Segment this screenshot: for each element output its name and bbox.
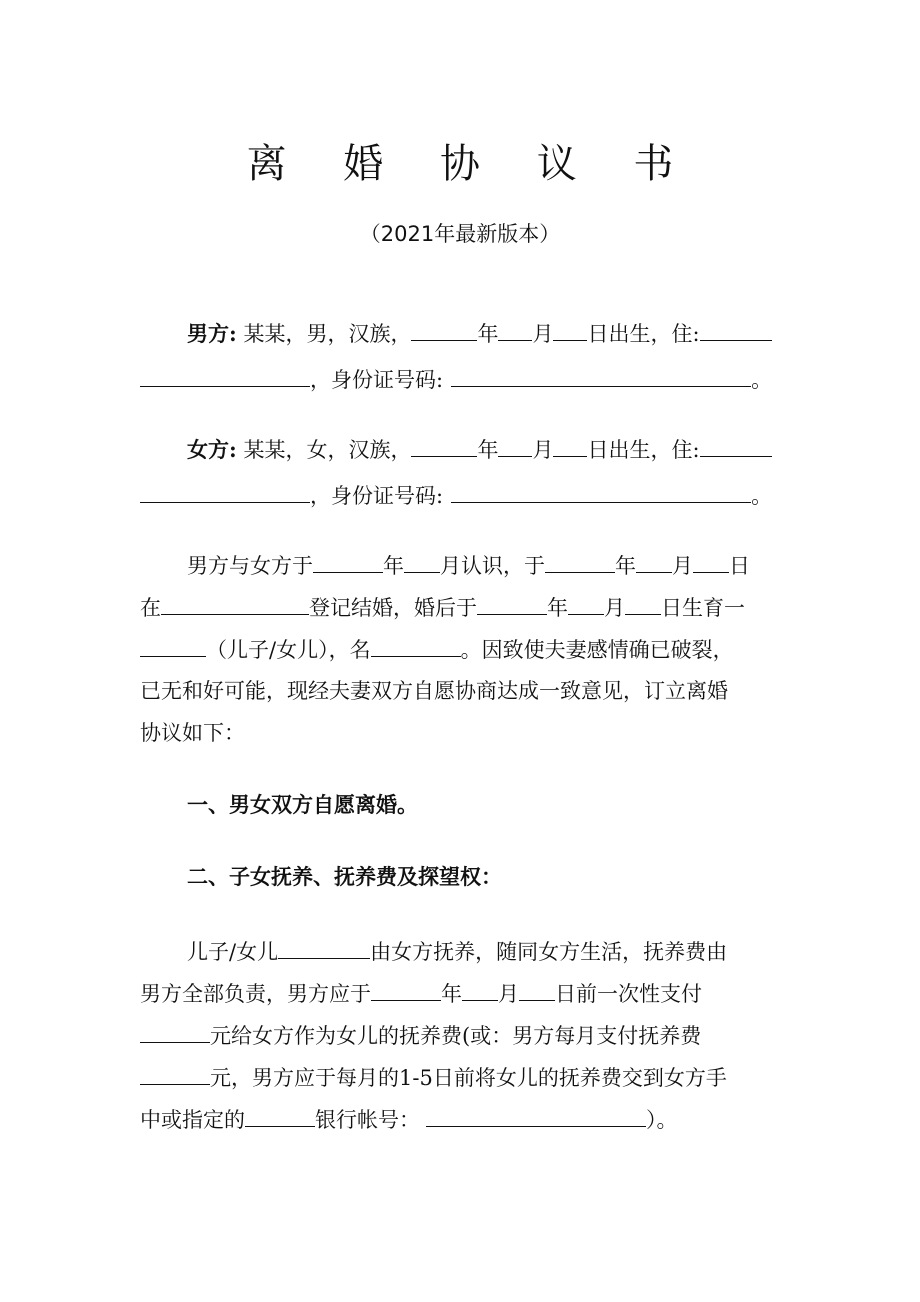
custody-line-4 <box>140 1062 727 1093</box>
custody-line-3 <box>140 1020 701 1051</box>
meet-month-blank <box>404 550 440 573</box>
husband-birth-day-blank <box>553 318 587 341</box>
intro-text: 在 <box>140 596 161 620</box>
wife-year-label: 年 <box>477 438 499 462</box>
custody-text: 元给女方作为女儿的抚养费(或：男方每月支付抚养费 <box>210 1024 702 1048</box>
intro-text: 年 <box>615 554 636 578</box>
intro-line-4: 已无和好可能，现经夫妻双方自愿协商达成一致意见，订立离婚 <box>140 679 728 703</box>
husband-info: 某某，男，汉族， <box>243 322 412 346</box>
document-subtitle: （2021年最新版本） <box>359 222 561 246</box>
custody-text: 由女方抚养，随同女方生活，抚养费由 <box>370 940 728 964</box>
husband-year-label: 年 <box>477 322 499 346</box>
intro-line-2 <box>140 592 745 623</box>
wife-month-label: 月 <box>532 438 554 462</box>
intro-text: 登记结婚，婚后于 <box>309 596 477 620</box>
custody-text: 月 <box>498 982 519 1006</box>
intro-text: 日生育一 <box>661 596 745 620</box>
husband-label: 男方: <box>187 321 237 346</box>
intro-text: （儿子/女儿），名 <box>206 638 371 662</box>
lump-sum-amount-blank <box>140 1020 210 1043</box>
payment-year-blank <box>371 978 441 1001</box>
wife-born-label: 日出生，住: <box>587 438 700 462</box>
intro-text: 月 <box>604 596 625 620</box>
custody-text: 元，男方应于每月的1-5日前将女儿的抚养费交到女方手 <box>210 1066 727 1090</box>
intro-text: 年 <box>383 554 404 578</box>
intro-line-5: 协议如下： <box>140 721 245 745</box>
custody-line-1 <box>187 936 727 967</box>
register-place-blank <box>161 592 309 615</box>
wife-end: 。 <box>751 484 773 508</box>
payment-month-blank <box>462 978 498 1001</box>
wife-line-1 <box>187 434 772 465</box>
custody-text: 儿子/女儿 <box>187 940 279 964</box>
intro-text: 。因致使夫妻感情确已破裂， <box>460 638 734 662</box>
husband-born-label: 日出生，住: <box>587 322 700 346</box>
bank-account-blank <box>426 1104 646 1127</box>
monthly-amount-blank <box>140 1062 210 1085</box>
wife-address-blank-2 <box>140 480 310 503</box>
intro-line-1 <box>187 550 750 581</box>
husband-address-blank-2 <box>140 364 310 387</box>
birth-day-blank <box>625 592 661 615</box>
wife-birth-day-blank <box>553 434 587 457</box>
bank-name-blank <box>245 1104 315 1127</box>
birth-month-blank <box>568 592 604 615</box>
husband-line-2 <box>140 364 772 395</box>
custody-line-2 <box>140 978 702 1009</box>
husband-birth-year-blank <box>411 318 477 341</box>
custody-text: ）。 <box>646 1108 678 1132</box>
husband-line-1 <box>187 318 772 349</box>
intro-text: 男方与女方于 <box>187 554 313 578</box>
intro-text: 月认识，于 <box>440 554 545 578</box>
wife-id-label: ，身份证号码: <box>310 484 444 508</box>
wife-id-blank <box>451 480 751 503</box>
intro-text: 年 <box>547 596 568 620</box>
document-title: 离 婚 协 议 书 <box>246 141 696 187</box>
husband-month-label: 月 <box>532 322 554 346</box>
register-year-blank <box>545 550 615 573</box>
custody-child-name-blank <box>278 936 370 959</box>
custody-line-5 <box>140 1104 678 1135</box>
payment-day-blank <box>519 978 555 1001</box>
wife-birth-year-blank <box>411 434 477 457</box>
child-name-blank <box>371 634 461 657</box>
wife-address-blank <box>700 434 772 457</box>
husband-id-label: ，身份证号码: <box>310 368 444 392</box>
wife-line-2 <box>140 480 772 511</box>
child-gender-blank <box>140 634 206 657</box>
register-month-blank <box>636 550 672 573</box>
husband-address-blank <box>700 318 772 341</box>
intro-line-3 <box>140 634 734 665</box>
birth-year-blank <box>477 592 547 615</box>
wife-info: 某某，女，汉族， <box>243 438 412 462</box>
section-heading-1: 一、男女双方自愿离婚。 <box>187 792 418 817</box>
section-heading-2: 二、子女抚养、抚养费及探望权： <box>187 864 502 889</box>
wife-birth-month-blank <box>498 434 532 457</box>
register-day-blank <box>693 550 729 573</box>
wife-label: 女方: <box>187 437 237 462</box>
custody-text: 银行帐号： <box>315 1108 420 1132</box>
custody-text: 中或指定的 <box>140 1108 245 1132</box>
meet-year-blank <box>313 550 383 573</box>
custody-text: 年 <box>441 982 462 1006</box>
husband-end: 。 <box>751 368 773 392</box>
husband-birth-month-blank <box>498 318 532 341</box>
intro-text: 月 <box>672 554 693 578</box>
intro-text: 日 <box>729 554 750 578</box>
custody-text: 男方全部负责，男方应于 <box>140 982 371 1006</box>
husband-id-blank <box>451 364 751 387</box>
custody-text: 日前一次性支付 <box>555 982 702 1006</box>
